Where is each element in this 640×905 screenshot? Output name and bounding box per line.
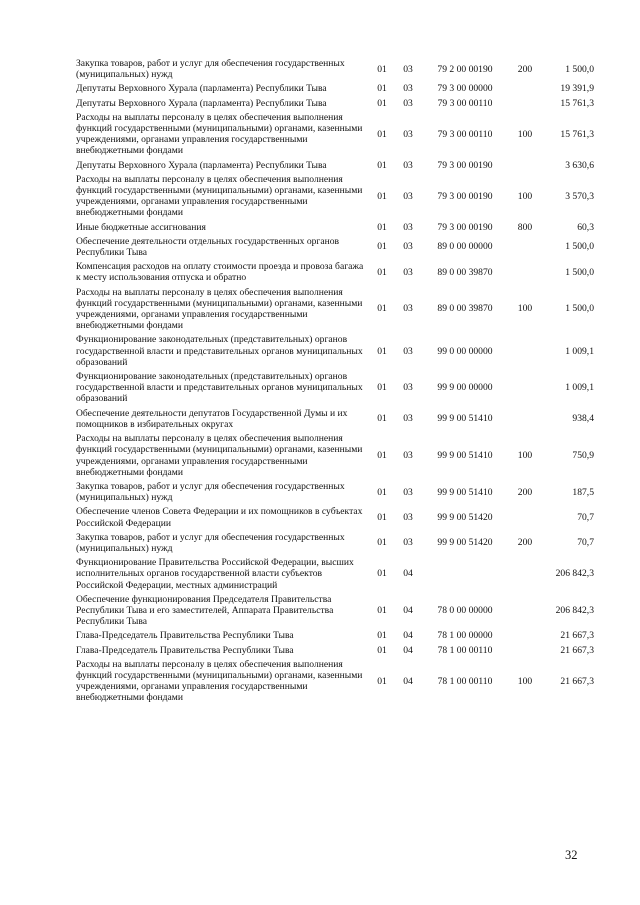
- row-expense-type-cell: [508, 83, 542, 97]
- row-name-cell: Расходы на выплаты персоналу в целях обеспечения выполнения функций государственными (муниципальными) органами, казенными учреждениями, органами управления государственными внебюджетными фондами: [76, 433, 363, 478]
- row-section-cell: 01: [377, 345, 387, 357]
- row-section-cell: 01: [377, 266, 387, 278]
- row-name-cell: Расходы на выплаты персоналу в целях обеспечения выполнения функций государственными (муниципальными) органами, казенными учреждениями, органами управления государственными внебюджетными фондами: [76, 658, 363, 704]
- row-expense-type-cell: [508, 261, 542, 286]
- row-target-article-cell: 79 3 00 00190: [437, 221, 493, 233]
- row-section-cell: 01: [377, 449, 387, 461]
- row-subsection-cell: 03: [403, 486, 413, 498]
- row-expense-type-cell: 200: [517, 63, 533, 75]
- row-section-cell: 01: [377, 511, 387, 523]
- table-row: [76, 481, 594, 506]
- row-amount-cell: 1 500,0: [565, 303, 594, 315]
- row-amount-cell: 70,7: [577, 537, 594, 549]
- row-section-cell: 01: [377, 644, 387, 656]
- budget-table: [76, 58, 594, 707]
- row-section-cell: 01: [377, 83, 387, 95]
- row-name-cell: Обеспечение деятельности отдельных государственных органов Республики Тыва: [76, 235, 340, 259]
- row-expense-type-cell: 100: [517, 303, 533, 315]
- row-amount-cell: 938,4: [572, 413, 594, 425]
- row-subsection-cell: 03: [403, 63, 413, 75]
- row-target-article-cell: 79 3 00 00190: [437, 190, 493, 202]
- row-target-article-cell: 99 9 00 51410: [437, 486, 493, 498]
- row-amount-cell: 60,3: [577, 221, 594, 233]
- row-expense-type-cell: [508, 160, 542, 174]
- row-amount-cell: 21 667,3: [560, 675, 594, 687]
- table-row: [76, 557, 594, 594]
- row-name-cell: Обеспечение функционирования Председателя Правительства Республики Тыва и его заместителей, Аппарата Правительства Республики Тыва: [76, 593, 334, 628]
- table-row: [76, 433, 594, 481]
- row-name-cell: Компенсация расходов на оплату стоимости проезда и провоза багажа к месту использования отпуска и обратно: [76, 261, 364, 284]
- row-subsection-cell: 03: [403, 345, 413, 357]
- row-section-cell: 01: [377, 221, 387, 233]
- row-subsection-cell: 03: [403, 241, 413, 253]
- row-name-cell: Функционирование законодательных (представительных) органов государственной власти и представительных органов муниципальных образований: [76, 371, 363, 405]
- row-expense-type-cell: [508, 557, 542, 594]
- row-amount-cell: 206 842,3: [555, 568, 594, 580]
- row-name-cell: Закупка товаров, работ и услуг для обеспечения государственных (муниципальных) нужд: [76, 58, 345, 81]
- row-section-cell: 01: [377, 537, 387, 549]
- row-amount-cell: 15 761,3: [560, 128, 594, 140]
- row-section-cell: 01: [377, 241, 387, 253]
- row-subsection-cell: 04: [403, 675, 413, 687]
- row-target-article-cell: 99 9 00 51410: [437, 413, 493, 425]
- row-expense-type-cell: [508, 630, 542, 644]
- row-subsection-cell: 03: [403, 221, 413, 233]
- row-name-cell: Депутаты Верховного Хурала (парламента) Республики Тыва: [76, 83, 327, 95]
- table-row: [76, 261, 594, 286]
- row-expense-type-cell: [508, 98, 542, 112]
- row-target-article-cell: 99 9 00 51420: [437, 511, 493, 523]
- table-row: [76, 287, 594, 335]
- row-target-article-cell: 99 9 00 51410: [437, 449, 493, 461]
- table-row: [76, 371, 594, 408]
- row-section-cell: 01: [377, 190, 387, 202]
- row-name-cell: Расходы на выплаты персоналу в целях обеспечения выполнения функций государственными (муниципальными) органами, казенными учреждениями, органами управления государственными внебюджетными фондами: [76, 173, 363, 219]
- row-section-cell: 01: [377, 675, 387, 687]
- table-row: [76, 630, 594, 644]
- row-expense-type-cell: 100: [517, 128, 533, 140]
- row-target-article-cell: 89 0 00 00000: [437, 241, 493, 253]
- row-subsection-cell: 03: [403, 128, 413, 140]
- row-name-cell: Функционирование Правительства Российской Федерации, высших исполнительных органов государственной власти субъектов Российской Федерации, местных администраций: [76, 557, 354, 591]
- row-subsection-cell: 03: [403, 511, 413, 523]
- row-name-cell: Закупка товаров, работ и услуг для обеспечения государственных (муниципальных) нужд: [76, 480, 345, 504]
- row-section-cell: 01: [377, 97, 387, 109]
- row-section-cell: 01: [377, 303, 387, 315]
- row-amount-cell: 21 667,3: [560, 644, 594, 656]
- row-subsection-cell: 03: [403, 303, 413, 315]
- row-subsection-cell: 04: [403, 604, 413, 616]
- row-amount-cell: 70,7: [577, 511, 594, 523]
- row-amount-cell: 1 009,1: [565, 345, 594, 357]
- row-section-cell: 01: [377, 63, 387, 75]
- row-subsection-cell: 04: [403, 630, 413, 642]
- row-subsection-cell: 03: [403, 190, 413, 202]
- row-target-article-cell: 79 2 00 00190: [437, 63, 493, 75]
- row-subsection-cell: 03: [403, 537, 413, 549]
- row-section-cell: 01: [377, 486, 387, 498]
- table-row: [76, 659, 594, 707]
- row-target-article-cell: 89 0 00 39870: [437, 303, 493, 315]
- row-amount-cell: 187,5: [572, 486, 594, 498]
- row-name-cell: Депутаты Верховного Хурала (парламента) Республики Тыва: [76, 159, 327, 171]
- row-amount-cell: 19 391,9: [560, 83, 594, 95]
- table-row: [76, 98, 594, 112]
- table-row: [76, 506, 594, 531]
- row-target-article-cell: 78 0 00 00000: [437, 604, 493, 616]
- row-target-article-cell: 79 3 00 00110: [437, 128, 493, 140]
- row-expense-type-cell: 100: [517, 190, 533, 202]
- budget-table-page: [76, 58, 594, 707]
- row-amount-cell: 206 842,3: [555, 604, 594, 616]
- table-row: [76, 334, 594, 371]
- row-target-article-cell: 78 1 00 00110: [437, 675, 493, 687]
- row-subsection-cell: 03: [403, 159, 413, 171]
- row-subsection-cell: 04: [403, 644, 413, 656]
- row-section-cell: 01: [377, 128, 387, 140]
- table-row: [76, 222, 594, 236]
- row-target-article-cell: 78 1 00 00000: [437, 630, 493, 642]
- row-name-cell: Иные бюджетные ассигнования: [76, 221, 206, 233]
- row-expense-type-cell: [508, 334, 542, 371]
- table-row: [76, 236, 594, 261]
- table-row: [76, 594, 594, 631]
- row-expense-type-cell: [508, 236, 542, 261]
- row-subsection-cell: 03: [403, 97, 413, 109]
- row-expense-type-cell: 100: [517, 449, 533, 461]
- row-target-article-cell: 79 3 00 00000: [437, 83, 493, 95]
- row-expense-type-cell: [508, 371, 542, 408]
- row-subsection-cell: 04: [403, 568, 413, 580]
- row-expense-type-cell: 200: [517, 486, 533, 498]
- row-section-cell: 01: [377, 382, 387, 394]
- row-name-cell: Закупка товаров, работ и услуг для обеспечения государственных (муниципальных) нужд: [76, 531, 345, 554]
- row-target-article-cell: 79 3 00 00190: [437, 159, 493, 171]
- row-subsection-cell: 03: [403, 449, 413, 461]
- row-target-article-cell: 79 3 00 00110: [437, 97, 493, 109]
- row-target-article-cell: 99 9 00 51420: [437, 537, 493, 549]
- row-section-cell: 01: [377, 159, 387, 171]
- row-amount-cell: 15 761,3: [560, 97, 594, 109]
- row-name-cell: Расходы на выплаты персоналу в целях обеспечения выполнения функций государственными (муниципальными) органами, казенными учреждениями, органами управления государственными внебюджетными фондами: [76, 111, 363, 157]
- row-amount-cell: 3 570,3: [565, 190, 594, 202]
- row-expense-type-cell: [508, 506, 542, 531]
- table-row: [76, 112, 594, 160]
- row-expense-type-cell: [508, 594, 542, 631]
- row-amount-cell: 1 500,0: [565, 63, 594, 75]
- row-target-article-cell: 99 9 00 00000: [437, 382, 493, 394]
- row-amount-cell: 750,9: [572, 449, 594, 461]
- row-name-cell: Глава-Председатель Правительства Республики Тыва: [76, 630, 294, 642]
- budget-table-body: [76, 58, 594, 707]
- row-name-cell: Расходы на выплаты персоналу в целях обеспечения выполнения функций государственными (муниципальными) органами, казенными учреждениями, органами управления государственными внебюджетными фондами: [76, 286, 363, 332]
- row-name-cell: Функционирование законодательных (представительных) органов государственной власти и представительных органов муниципальных образований: [76, 334, 363, 368]
- row-expense-type-cell: [508, 645, 542, 659]
- row-target-article-cell: 89 0 00 39870: [437, 266, 493, 278]
- row-amount-cell: 21 667,3: [560, 630, 594, 642]
- row-target-article-cell: 78 1 00 00110: [437, 644, 493, 656]
- row-amount-cell: 1 500,0: [565, 241, 594, 253]
- row-expense-type-cell: 200: [517, 537, 533, 549]
- row-name-cell: Депутаты Верховного Хурала (парламента) Республики Тыва: [76, 97, 327, 109]
- table-row: [76, 160, 594, 174]
- row-expense-type-cell: 100: [517, 675, 533, 687]
- row-section-cell: 01: [377, 604, 387, 616]
- row-target-article-cell: 99 0 00 00000: [437, 345, 493, 357]
- row-expense-type-cell: [508, 408, 542, 433]
- row-amount-cell: 1 009,1: [565, 382, 594, 394]
- row-section-cell: 01: [377, 413, 387, 425]
- row-section-cell: 01: [377, 630, 387, 642]
- row-section-cell: 01: [377, 568, 387, 580]
- table-row: [76, 174, 594, 222]
- row-name-cell: Обеспечение членов Совета Федерации и их помощников в субъектах Российской Федерации: [76, 506, 363, 529]
- row-target-article-cell: [422, 557, 508, 594]
- row-amount-cell: 1 500,0: [565, 266, 594, 278]
- row-subsection-cell: 03: [403, 266, 413, 278]
- row-name-cell: Глава-Председатель Правительства Республики Тыва: [76, 644, 294, 656]
- row-name-cell: Обеспечение деятельности депутатов Государственной Думы и их помощников в избирательных округах: [76, 407, 348, 430]
- table-row: [76, 645, 594, 659]
- row-subsection-cell: 03: [403, 83, 413, 95]
- table-row: [76, 58, 594, 83]
- row-subsection-cell: 03: [403, 382, 413, 394]
- row-expense-type-cell: 800: [517, 221, 533, 233]
- row-subsection-cell: 03: [403, 413, 413, 425]
- page-number: 32: [565, 848, 578, 862]
- table-row: [76, 83, 594, 97]
- row-amount-cell: 3 630,6: [565, 159, 594, 171]
- table-row: [76, 408, 594, 433]
- table-row: [76, 532, 594, 557]
